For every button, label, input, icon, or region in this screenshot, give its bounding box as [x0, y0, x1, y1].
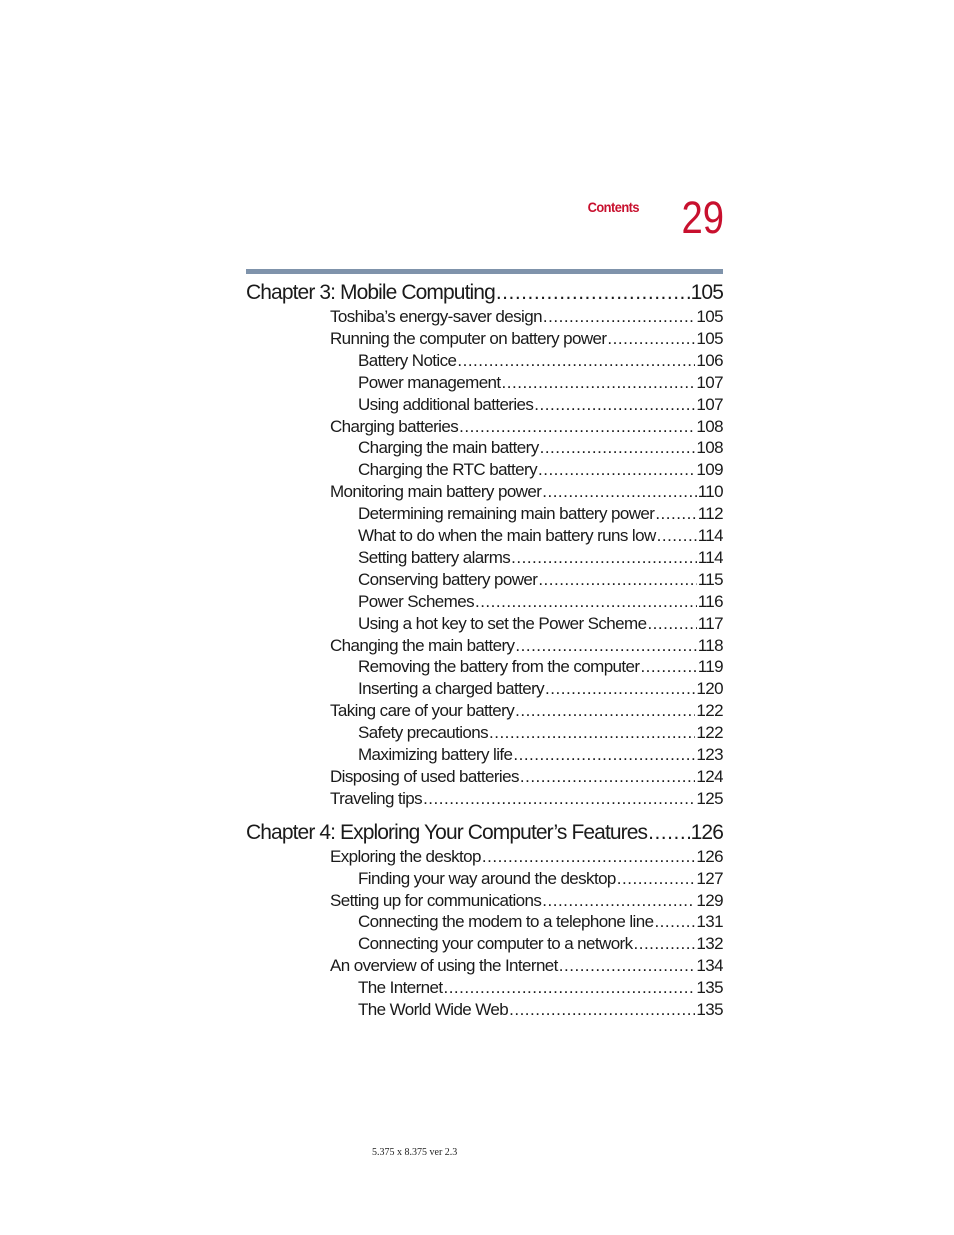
toc-entry: [330, 306, 723, 328]
toc-entry-title: Using additional batteries: [358, 394, 534, 414]
toc-entry: [358, 868, 723, 890]
toc-entry: [358, 503, 723, 525]
toc-dot-leader: [655, 503, 696, 525]
toc-entry: [330, 700, 723, 722]
toc-dot-leader: [545, 678, 695, 700]
toc-entry: [358, 999, 723, 1021]
toc-entry-title: Conserving battery power: [358, 569, 538, 589]
toc-dot-leader: [459, 416, 695, 438]
toc-entry-page: 105: [690, 281, 723, 304]
toc-entry-title: Setting battery alarms: [358, 547, 511, 567]
page-number: 29: [681, 192, 724, 243]
toc-entry: [358, 569, 723, 591]
toc-entry-page: 135: [696, 1000, 723, 1019]
toc-dot-leader: [520, 766, 696, 788]
toc-entry: [330, 788, 723, 810]
toc-entry: [358, 911, 723, 933]
toc-entry: [358, 744, 723, 766]
toc-entry-page: 108: [696, 416, 723, 436]
toc-dot-leader: [617, 868, 696, 890]
toc-dot-leader: [502, 372, 696, 394]
toc-entry-title: Power Schemes: [358, 591, 474, 611]
toc-entry-title: Taking care of your battery: [330, 701, 515, 721]
toc-dot-leader: [423, 788, 695, 810]
toc-entry-page: 110: [697, 482, 723, 502]
toc-entry-title: Charging the main battery: [358, 438, 539, 458]
toc-entry-page: 105: [696, 328, 723, 348]
toc-entry-page: 107: [696, 394, 723, 414]
toc-entry: [358, 350, 723, 372]
toc-dot-leader: [443, 977, 695, 999]
toc-entry-page: 134: [696, 956, 723, 976]
toc-entry-title: Power management: [358, 372, 501, 392]
toc-entry: [358, 591, 723, 613]
toc-entry: [358, 977, 723, 999]
toc-entry-title: Safety precautions: [358, 723, 489, 743]
toc-entry-page: 116: [697, 591, 723, 611]
toc-dot-leader: [489, 722, 695, 744]
toc-entry-page: 112: [697, 504, 723, 524]
toc-entry-page: 122: [696, 723, 723, 743]
toc-dot-leader: [515, 700, 695, 722]
toc-dot-leader: [475, 591, 697, 613]
toc-dot-leader: [654, 911, 695, 933]
toc-entry-title: Removing the battery from the computer: [358, 657, 640, 677]
toc-dot-leader: [540, 437, 696, 459]
toc-entry: [330, 328, 723, 350]
toc-entry-title: Battery Notice: [358, 350, 457, 370]
toc-entry-page: 126: [690, 820, 723, 844]
toc-entry-title: Using a hot key to set the Power Scheme: [358, 613, 647, 633]
toc-entry-page: 120: [696, 679, 723, 699]
toc-dot-leader: [542, 890, 695, 912]
toc-entry-title: Chapter 3: Mobile Computing: [246, 281, 495, 304]
toc-dot-leader: [509, 999, 695, 1021]
toc-dot-leader: [538, 459, 695, 481]
toc-dot-leader: [647, 613, 696, 635]
toc-entry: [330, 766, 723, 788]
toc-entry-page: 118: [697, 635, 723, 655]
toc-entry-page: 135: [696, 978, 723, 998]
toc-entry-page: 105: [696, 307, 723, 326]
toc-entry: [358, 525, 723, 547]
toc-entry-title: Inserting a charged battery: [358, 679, 545, 699]
toc-entry: [330, 890, 723, 912]
toc-entry-page: 127: [696, 868, 723, 888]
toc-entry-title: Maximizing battery life: [358, 745, 513, 764]
toc-entry-page: 124: [696, 766, 723, 786]
toc-entry-page: 114: [697, 547, 723, 567]
toc-entry-title: An overview of using the Internet: [330, 956, 558, 976]
toc-entry: [330, 416, 723, 438]
toc-chapter-entry: [246, 820, 723, 846]
toc-dot-leader: [607, 328, 695, 350]
toc-entry-page: 123: [696, 745, 723, 764]
toc-entry: [358, 613, 723, 635]
toc-dot-leader: [496, 280, 690, 306]
toc-entry-title: Traveling tips: [330, 788, 423, 808]
toc-entry-title: Monitoring main battery power: [330, 482, 542, 502]
toc-entry-title: Finding your way around the desktop: [358, 868, 616, 888]
toc-entry: [330, 635, 723, 657]
toc-entry: [330, 955, 723, 977]
toc-dot-leader: [538, 569, 696, 591]
toc-entry: [358, 678, 723, 700]
toc-entry: [358, 933, 723, 955]
toc-dot-leader: [657, 525, 697, 547]
toc-entry-page: 107: [696, 372, 723, 392]
toc-entry-page: 129: [696, 890, 723, 910]
footer-trim-note: 5.375 x 8.375 ver 2.3: [372, 1147, 458, 1158]
toc-dot-leader: [511, 547, 697, 569]
toc-entry-page: 114: [697, 526, 723, 545]
toc-dot-leader: [542, 481, 696, 503]
toc-entry-title: What to do when the main battery runs low: [358, 526, 656, 545]
toc-dot-leader: [634, 933, 696, 955]
toc-dot-leader: [543, 306, 696, 328]
toc-entry-page: 106: [696, 350, 723, 370]
toc-entry-page: 125: [696, 788, 723, 808]
toc-entry: [358, 722, 723, 744]
toc-dot-leader: [534, 394, 695, 416]
toc-chapter-entry: [246, 280, 723, 306]
toc-dot-leader: [482, 846, 696, 868]
toc-entry-page: 122: [696, 701, 723, 721]
toc-entry: [358, 656, 723, 678]
toc-entry-page: 131: [696, 912, 723, 932]
toc-entry-title: Toshiba’s energy-saver design: [330, 307, 542, 326]
toc-entry-title: Charging batteries: [330, 416, 459, 436]
toc-entry-title: Setting up for communications: [330, 890, 542, 910]
toc-entry-title: Running the computer on battery power: [330, 328, 607, 348]
toc-entry: [330, 481, 723, 503]
toc-entry-title: Changing the main battery: [330, 635, 515, 655]
toc-dot-leader: [559, 955, 696, 977]
toc-entry: [358, 547, 723, 569]
toc-entry: [358, 394, 723, 416]
running-header-label: Contents: [587, 199, 639, 215]
toc-dot-leader: [640, 656, 696, 678]
toc-entry-title: Exploring the desktop: [330, 846, 481, 866]
toc-entry-title: The Internet: [358, 978, 443, 998]
toc-entry-title: Charging the RTC battery: [358, 460, 537, 480]
toc-dot-leader: [457, 350, 695, 372]
toc-entry: [358, 459, 723, 481]
toc-dot-leader: [515, 635, 696, 657]
toc-entry-title: Connecting the modem to a telephone line: [358, 912, 654, 932]
toc-entry: [358, 372, 723, 394]
toc-entry-page: 108: [696, 438, 723, 458]
toc-entry-page: 109: [696, 460, 723, 480]
toc-dot-leader: [513, 744, 695, 766]
toc-entry: [358, 437, 723, 459]
toc-entry-page: 117: [697, 613, 723, 633]
toc-entry-title: Connecting your computer to a network: [358, 934, 633, 954]
toc-entry-page: 119: [697, 657, 723, 677]
toc-entry-page: 126: [696, 846, 723, 866]
toc-entry-title: The World Wide Web: [358, 1000, 509, 1019]
toc-entry-title: Disposing of used batteries: [330, 766, 519, 786]
toc-dot-leader: [648, 820, 690, 846]
toc-entry-title: Chapter 4: Exploring Your Computer’s Features: [246, 820, 648, 844]
toc-entry: [330, 846, 723, 868]
toc-entry-page: 115: [697, 569, 723, 589]
toc-entry-page: 132: [696, 934, 723, 954]
toc-entry-title: Determining remaining main battery power: [358, 504, 655, 524]
